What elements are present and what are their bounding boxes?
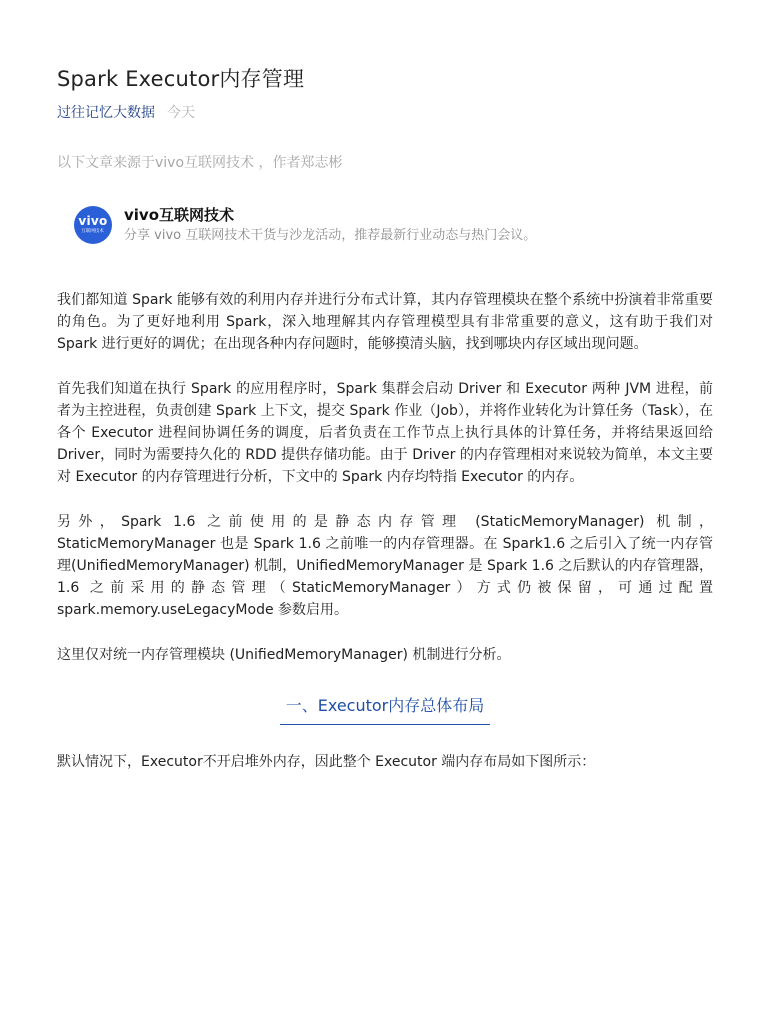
publish-date: 今天	[167, 105, 195, 121]
card-text	[124, 205, 536, 245]
avatar-logo-sub: 互联网技术	[81, 228, 105, 234]
body-paragraph: 默认情况下，Executor不开启堆外内存，因此整个 Executor 端内存布局如下图所示：	[57, 754, 596, 770]
article-title: Spark Executor内存管理	[57, 67, 305, 91]
source-note: 以下文章来源于vivo互联网技术 ，作者郑志彬	[57, 155, 343, 171]
source-account-name: vivo互联网技术	[124, 206, 235, 224]
body-paragraph: 我们都知道 Spark 能够有效的利用内存并进行分布式计算，其内存管理模块在整个系统中扮演着非常重要的角色。为了更好地利用 Spark，深入地理解其内存管理模型具有非常重要的意义，这有助于我们对 Spark 进行更好的调优；在出现各种内存问题时，能够摸清头脑，找到哪块内存区域出现问题。	[57, 292, 713, 352]
avatar-logo-word: vivo	[78, 214, 108, 228]
source-account-description: 分享 vivo 互联网技术干货与沙龙活动，推荐最新行业动态与热门会议。	[124, 228, 537, 243]
vivo-logo-avatar	[74, 206, 112, 244]
article-meta	[57, 103, 713, 123]
section-heading	[57, 694, 713, 725]
body-paragraph: 首先我们知道在执行 Spark 的应用程序时，Spark 集群会启动 Driver 和 Executor 两种 JVM 进程，前者为主控进程，负责创建 Spark 上下文，提交 Spark 作业（Job），并将作业转化为计算任务（Task），在各个 Executor 进程间协调任务的调度，后者负责在工作节点上执行具体的计算任务，并将结果返回给 Driver，同时为需要持久化的 RDD 提供存储功能。由于 Driver 的内存管理相对来说较为简单，本文主要对 Executor 的内存管理进行分析，下文中的 Spark 内存均特指 Executor 的内存。	[57, 381, 713, 485]
section-heading-text: 一、Executor内存总体布局	[280, 694, 491, 725]
source-account-card[interactable]	[74, 205, 713, 245]
article-body	[57, 289, 713, 773]
account-name-link[interactable]: 过往记忆大数据	[57, 105, 155, 121]
body-paragraph: 另外，Spark 1.6 之前使用的是静态内存管理 (StaticMemoryManager) 机制，StaticMemoryManager 也是 Spark 1.6 之前唯一的内存管理器。在 Spark1.6 之后引入了统一内存管理(UnifiedMemoryManager) 机制，UnifiedMemoryManager 是 Spark 1.6 之后默认的内存管理器，1.6 之前采用的静态管理（StaticMemoryManager）方式仍被保留，可通过配置 spark.memory.useLegacyMode 参数启用。	[57, 514, 713, 618]
body-paragraph: 这里仅对统一内存管理模块 (UnifiedMemoryManager) 机制进行分析。	[57, 647, 511, 663]
